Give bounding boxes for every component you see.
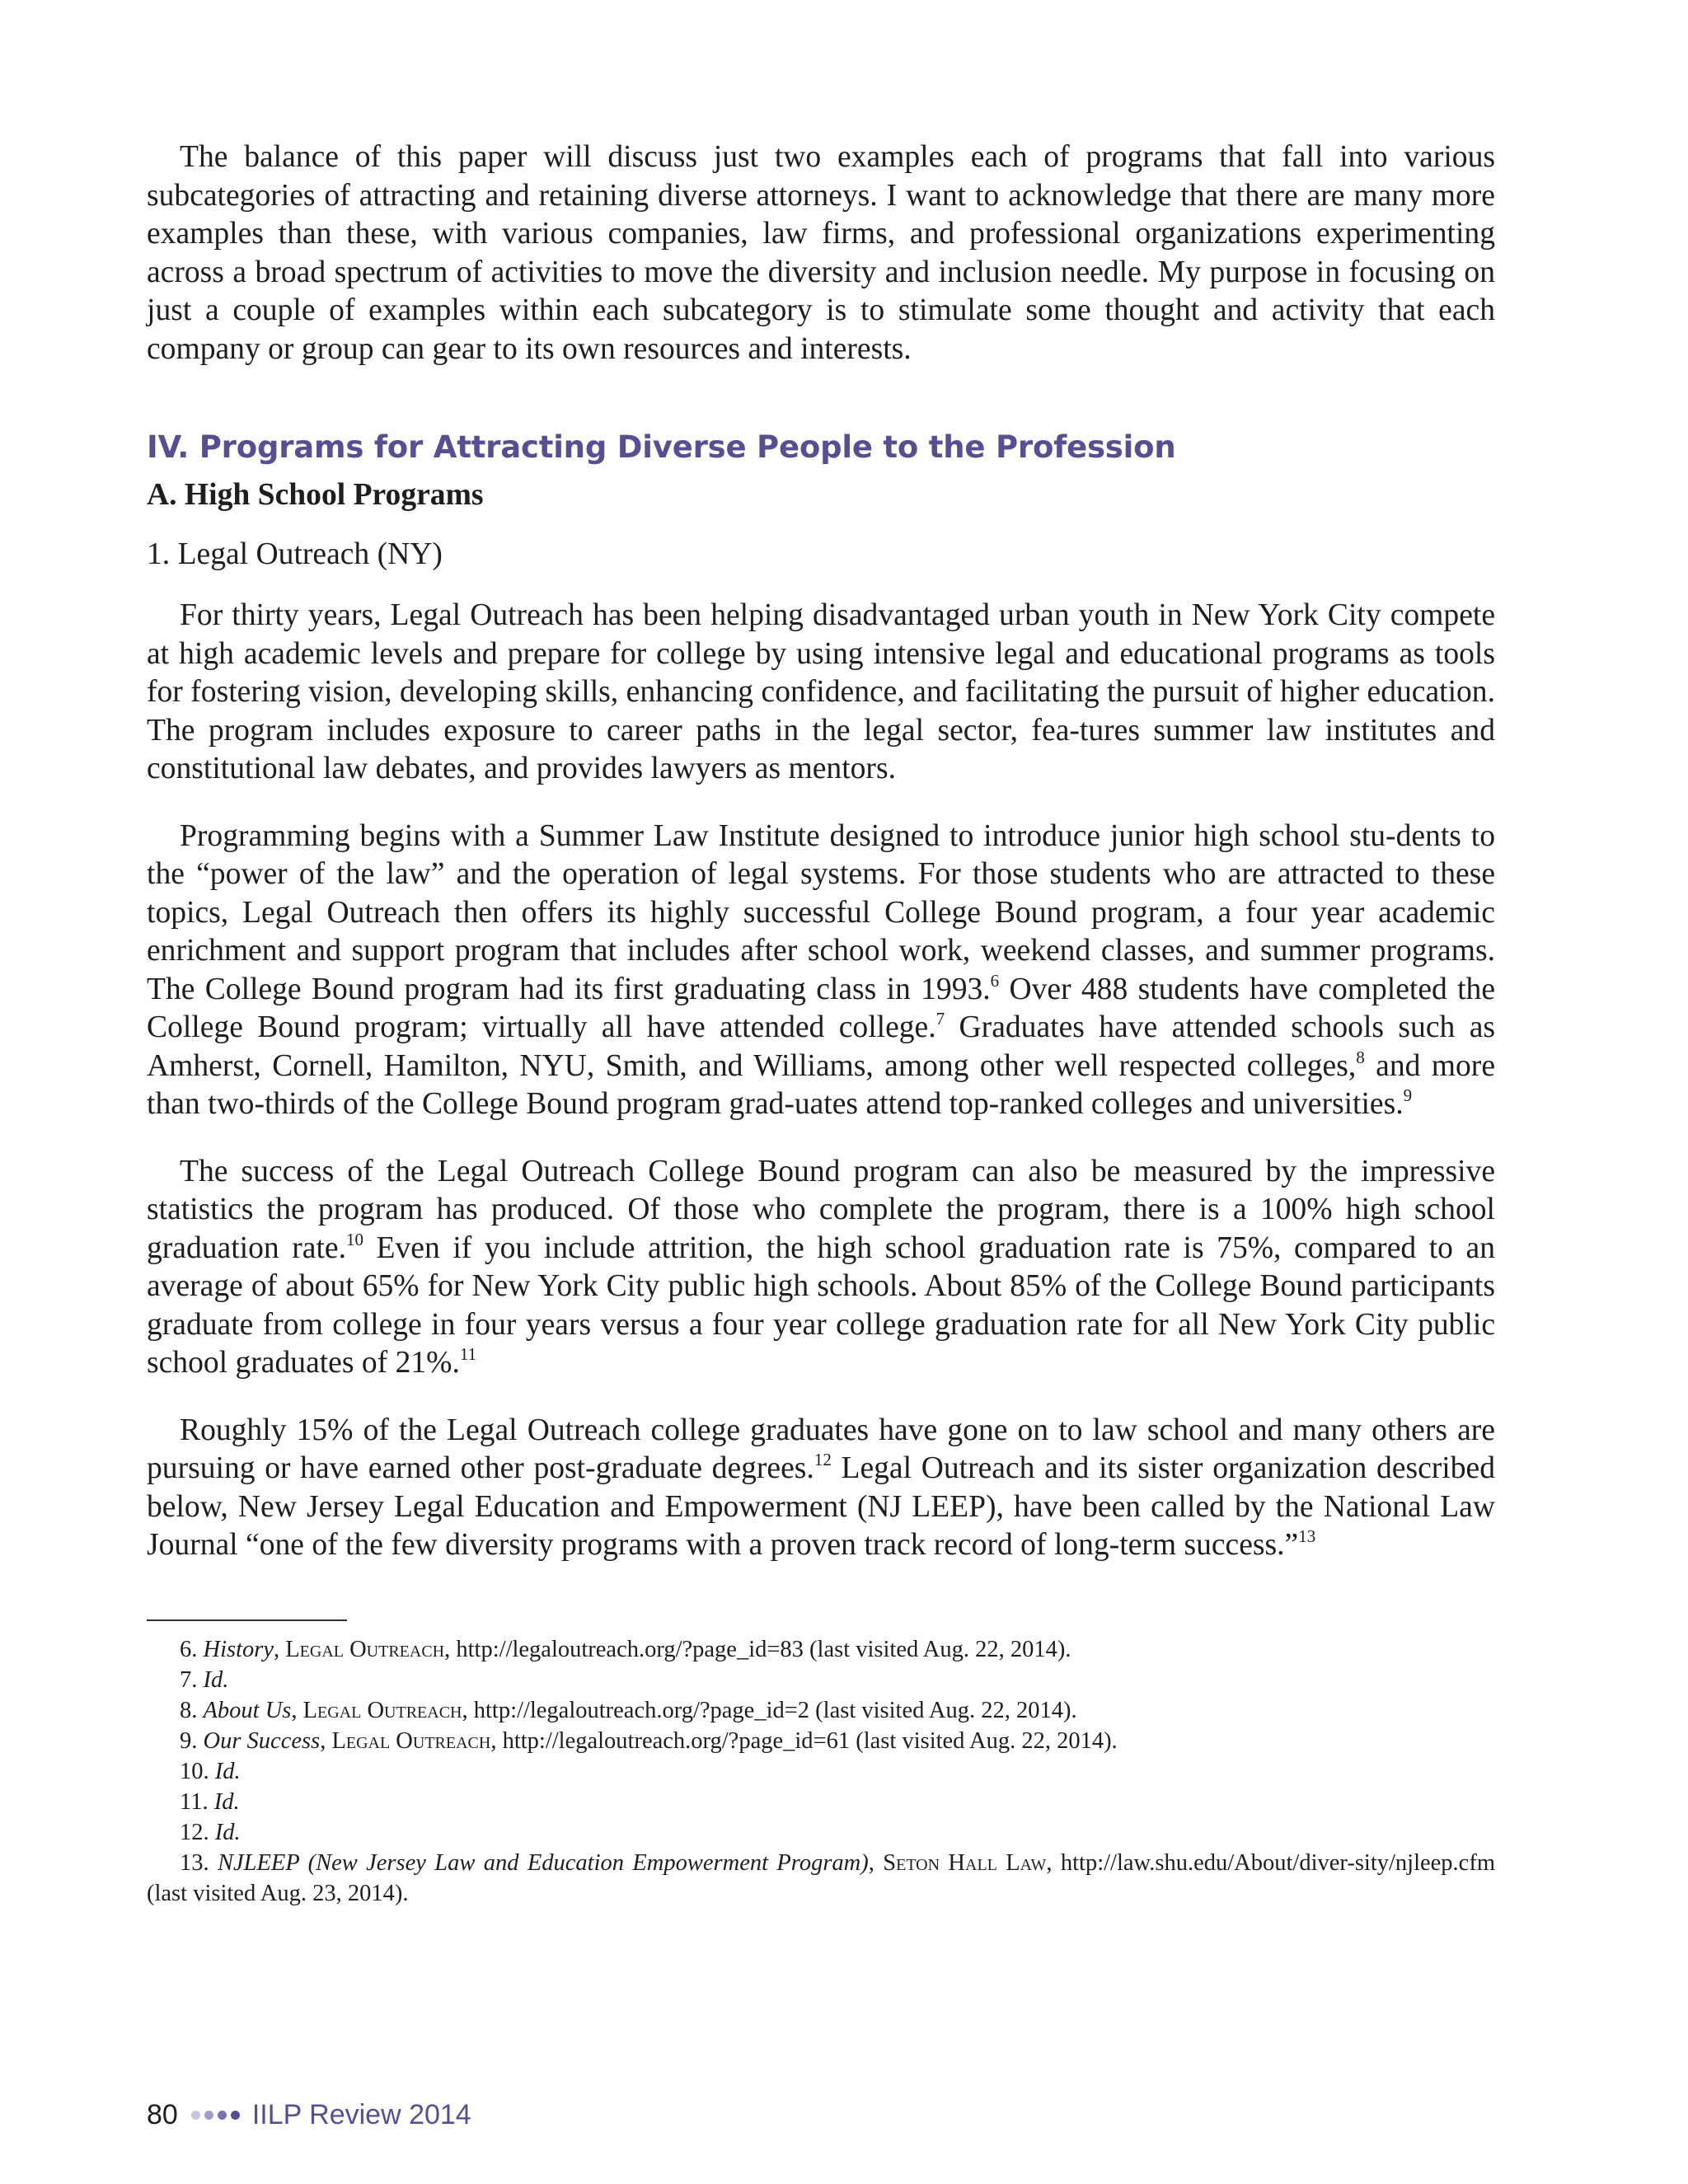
footnote-ref: 6 xyxy=(990,970,1000,991)
journal-name: IILP Review 2014 xyxy=(251,2098,471,2130)
subsection-heading: A. High School Programs xyxy=(147,478,484,512)
footnote-11: 11. Id. xyxy=(180,1788,240,1815)
footnote-ref: 12 xyxy=(814,1450,832,1469)
page-number: 80 xyxy=(147,2098,178,2130)
footnote-ref: 11 xyxy=(459,1344,477,1364)
page-footer xyxy=(147,2095,471,2135)
dot-icon xyxy=(218,2111,227,2120)
footnote-ref: 10 xyxy=(345,1229,363,1249)
footnote-ref: 13 xyxy=(1298,1526,1316,1546)
footnote-ref: 7 xyxy=(935,1009,945,1029)
paragraph-legal-outreach: For thirty years, Legal Outreach has been helping disadvantaged urban youth in New York City compete at high academic levels and prepare for college by using intensive legal and educational programs as tools for fostering vision, developing skills, enhancing confidence, and facilitating the pursuit of higher education. The program includes exposure to career paths in the legal sector, fea-tures summer law institutes and constitutional law debates, and provides lawyers as mentors. xyxy=(147,598,1495,785)
dot-icon xyxy=(231,2111,240,2120)
footnote-8: 8. About Us, Legal Outreach, http://legaloutreach.org/?page_id=2 (last visited Aug. 22, 2014). xyxy=(180,1697,1077,1723)
footnote-12: 12. Id. xyxy=(180,1819,241,1845)
footnote-divider xyxy=(147,1619,347,1621)
footnote-ref: 8 xyxy=(1356,1047,1365,1067)
footnote-10: 10. Id. xyxy=(180,1758,241,1784)
paragraph-law-school: Roughly 15% of the Legal Outreach college graduates have gone on to law school and many others are pursuing or have earned other post-graduate degrees.$^{12}$ Legal Outreach and its sister organization described below, New Jersey Legal Education and Empowerment (NJ LEEP), have been called by the National Law Journal “one of the few diversity programs with a proven track record of long-term success.”$^{13}$ xyxy=(147,1413,1495,1562)
paragraph-programming: Programming begins with a Summer Law Institute designed to introduce junior high school stu-dents to the “power of the law” and the operation of legal systems. For those students who are attracted to these topics, Legal Outreach then offers its highly successful College Bound program, a four year academic enrichment and support program that includes after school work, weekend classes, and summer programs. The College Bound program had its first graduating class in 1993.$^6$ Over 488 students have completed the College Bound program; virtually all have attended college.$^7$ Graduates have attended schools such as Amherst, Cornell, Hamilton, NYU, Smith, and Williams, among other well respected colleges,$^8$ and more than two-thirds of the College Bound program grad-uates attend top-ranked colleges and universities.$^9$ xyxy=(147,818,1496,1121)
page-content xyxy=(147,138,1495,1909)
dot-icon xyxy=(204,2111,213,2120)
section-heading: IV. Programs for Attracting Diverse People to the Profession xyxy=(147,429,1176,465)
paragraph-success: The success of the Legal Outreach College Bound program can also be measured by the impressive statistics the program has produced. Of those who complete the program, there is a 100% high school graduation rate.$^{10}$ Even if you include attrition, the high school graduation rate is 75%, compared to an average of about 65% for New York City public high schools. About 85% of the College Bound participants graduate from college in four years versus a four year college graduation rate for all New York City public school graduates of 21%.$^{11}$ xyxy=(147,1154,1495,1380)
list-item-heading: 1. Legal Outreach (NY) xyxy=(147,537,443,571)
footnote-9: 9. Our Success, Legal Outreach, http://legaloutreach.org/?page_id=61 (last visited Aug. 22, 2014). xyxy=(180,1727,1118,1754)
footer-dots-icon xyxy=(191,2111,244,2120)
footnote-7: 7. Id. xyxy=(180,1666,229,1693)
intro-paragraph: The balance of this paper will discuss just two examples each of programs that fall into various subcategories of attracting and retaining diverse attorneys. I want to acknowledge that there are many more examples than these, with various companies, law firms, and professional organizations experimenting across a broad spectrum of activities to move the diversity and inclusion needle. My purpose in focusing on just a couple of examples within each subcategory is to stimulate some thought and activity that each company or group can gear to its own resources and interests. xyxy=(147,140,1495,366)
footnote-ref: 9 xyxy=(1403,1085,1413,1105)
footnote-6: 6. History, Legal Outreach, http://legaloutreach.org/?page_id=83 (last visited Aug. 22, 2014). xyxy=(180,1636,1071,1662)
footnote-13: 13. NJLEEP (New Jersey Law and Education Empowerment Program), Seton Hall Law, http://law.shu.edu/About/diver-sity/njleep.cfm (last visited Aug. 23, 2014). xyxy=(147,1849,1495,1906)
dot-icon xyxy=(191,2111,200,2120)
